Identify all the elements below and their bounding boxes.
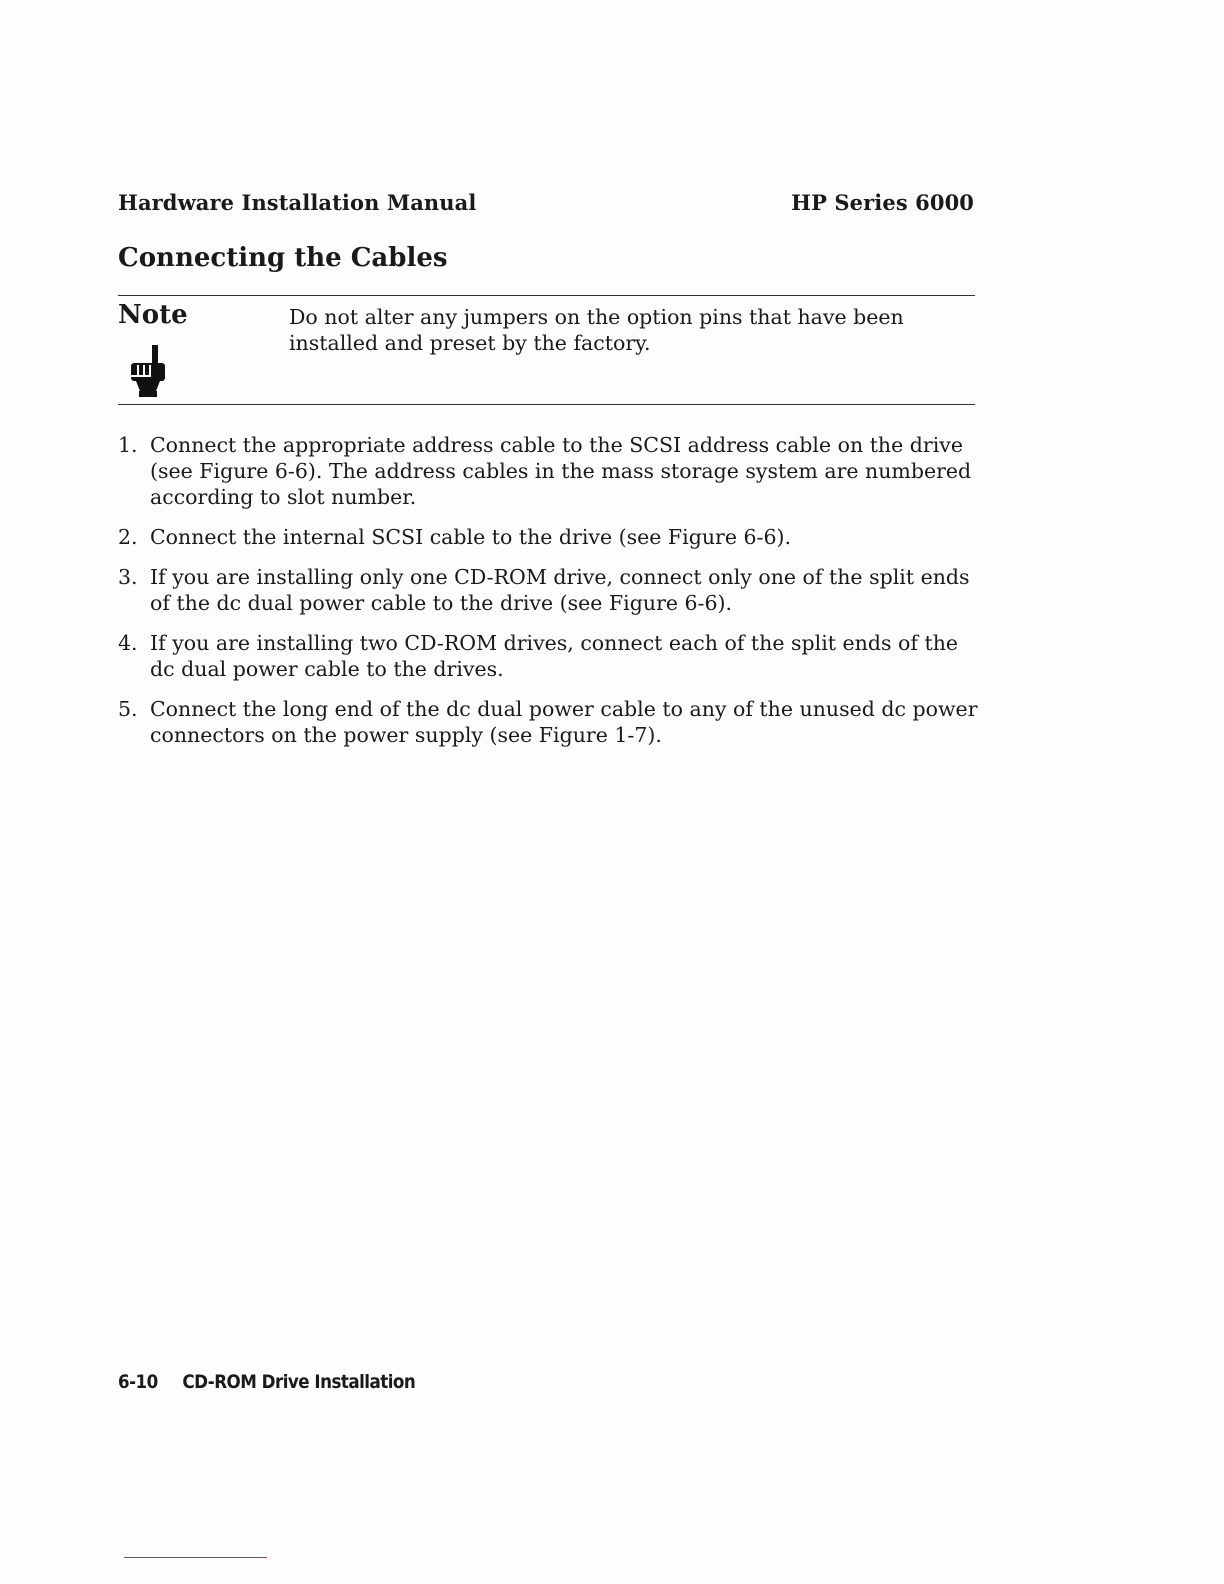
- note-text: Do not alter any jumpers on the option pins that have been installed and preset by the factory.: [289, 305, 904, 355]
- bottom-edge-line: [124, 1557, 267, 1558]
- step-number: 4.: [118, 631, 138, 655]
- note-bottom-rule: [118, 404, 975, 405]
- step-text: Connect the internal SCSI cable to the drive (see Figure 6-6).: [150, 525, 792, 549]
- step-number: 5.: [118, 697, 138, 721]
- step-text: Connect the appropriate address cable to the SCSI address cable on the drive (see Figure 6-6). The address cables in the mass storage system are numbered according to slot number.: [150, 433, 972, 509]
- chapter-title: CD-ROM Drive Installation: [182, 1371, 416, 1393]
- step-text: If you are installing two CD-ROM drives, connect each of the split ends of the dc dual power cable to the drives.: [150, 631, 959, 681]
- step-item: [118, 696, 978, 748]
- installation-steps: [118, 432, 978, 762]
- note-label: Note: [118, 300, 188, 330]
- step-number: 1.: [118, 433, 138, 457]
- running-header-title: Hardware Installation Manual: [118, 190, 477, 215]
- step-number: 2.: [118, 525, 138, 549]
- running-header-series: HP Series 6000: [791, 190, 974, 215]
- step-number: 3.: [118, 565, 138, 589]
- step-text: If you are installing only one CD-ROM drive, connect only one of the split ends of the dc dual power cable to the drive (see Figure 6-6).: [150, 565, 970, 615]
- step-item: [118, 630, 978, 682]
- note-top-rule: [118, 295, 975, 296]
- page-footer: [118, 1371, 415, 1393]
- pointing-hand-icon: [128, 343, 168, 399]
- step-item: [118, 432, 978, 510]
- step-text: Connect the long end of the dc dual power cable to any of the unused dc power connectors on the power supply (see Figure 1-7).: [150, 697, 978, 747]
- step-item: [118, 564, 978, 616]
- section-title: Connecting the Cables: [118, 243, 448, 273]
- step-item: [118, 524, 978, 550]
- page-number: 6-10: [118, 1371, 158, 1393]
